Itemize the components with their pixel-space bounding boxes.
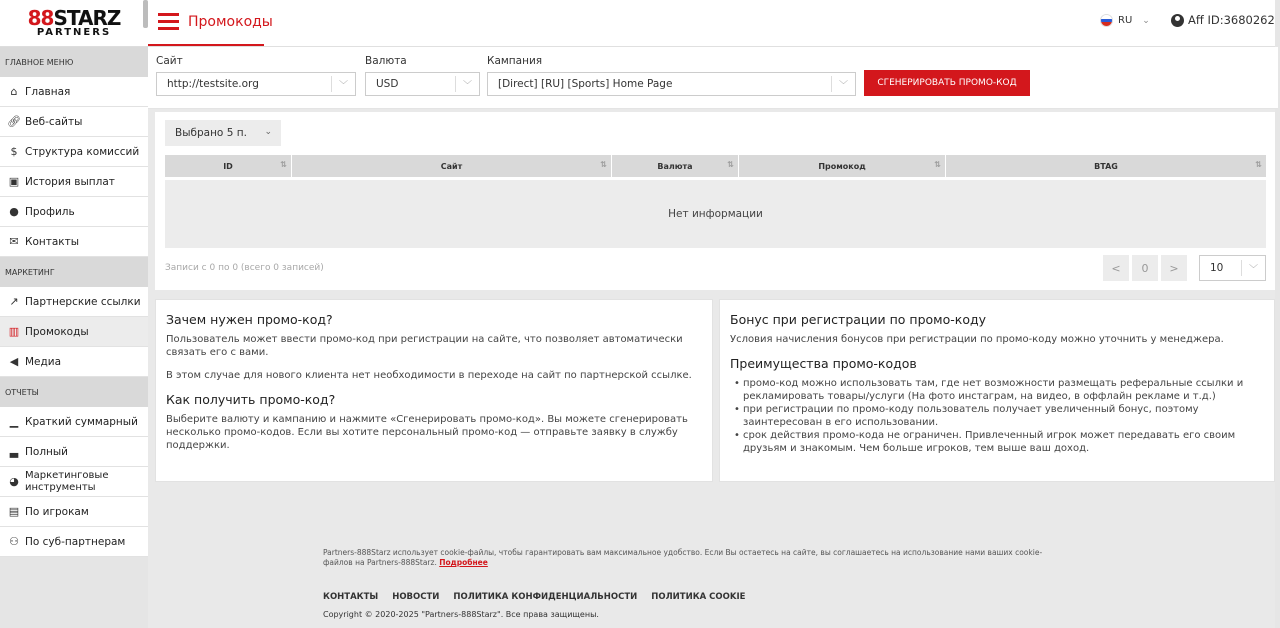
barcode-icon: ▥ [8,325,20,338]
site-label: Сайт [156,55,183,67]
footer [148,531,1275,628]
sidebar-item-marketing-tools[interactable] [0,467,148,497]
palette-icon: ◕ [9,474,19,488]
card-heading: Как получить промо-код? [166,392,336,407]
sidebar-item-commission[interactable] [0,137,148,167]
list-item: • срок действия промо-кода не ограничен. Привлеченный игрок может передавать его своим друзьям и знакомым. Чем больше игроков, тем выше ваш доход. [734,429,1264,455]
cookie-text: Partners-888Starz использует cookie-файлы, чтобы гарантировать вам максимальное удобство. Если Вы остаетесь на сайте, вы соглашаетесь на использование нами ваших cookie-файлов на Partners-888Starz. [323,548,1043,567]
chevron-down-icon: ⌄ [264,127,272,137]
site-value: http://testsite.org [167,78,259,90]
chevron-down-icon: ⌄ [1142,15,1150,26]
current-page[interactable]: 0 [1132,255,1158,281]
sidebar-item-contacts[interactable] [0,227,148,257]
user-circle-icon [1171,14,1184,27]
language-selector[interactable] [1100,14,1150,27]
chevron-down-icon: ﹀ [455,76,479,92]
card-text: Выберите валюту и кампанию и нажмите «Сгенерировать промо-код». Вы можете сгенерировать несколько промо-кодов. Если вы хотите персональный промо-код — отправьте заявку в службу поддержки. [166,414,688,451]
filters-bar [148,47,1278,109]
column-header-label: Валюта [657,161,693,171]
card-heading: Зачем нужен промо-код? [166,312,333,327]
brand-logo[interactable] [0,0,148,47]
sidebar-item-label: Структура комиссий [25,145,140,158]
sidebar-item-by-players[interactable] [0,497,148,527]
sidebar-item-label: Краткий суммарный [25,415,138,428]
envelope-icon: ✉ [9,235,19,248]
id-card-icon: ▤ [8,505,20,518]
russia-flag-icon [1100,14,1113,27]
card-text: Условия начисления бонусов при регистрации по промо-коду можно уточнить у менеджера. [730,334,1224,345]
info-card-why [155,299,713,482]
title-underline [148,44,264,46]
cookie-more-link[interactable]: Подробнее [439,558,488,567]
footer-link-cookie-policy[interactable]: ПОЛИТИКА COOKIE [651,592,746,602]
sidebar-item-sub-partners[interactable] [0,527,148,557]
sidebar-item-label: По игрокам [25,505,89,518]
sidebar-item-profile[interactable] [0,197,148,227]
list-item: • промо-код можно использовать там, где нет возможности размещать реферальные ссылки и рекламировать товары/услуги (На фото инстаграм, на видео, в оффлайн рекламе и т.д.) [734,377,1264,403]
card-heading: Бонус при регистрации по промо-коду [730,312,987,327]
cookie-notice [323,548,1063,568]
affiliate-id[interactable] [1171,13,1275,27]
sidebar-item-label: Главная [25,85,71,98]
external-link-icon: ↗ [9,295,19,308]
affiliate-id-text: Aff ID:3680262 [1188,13,1275,27]
promocodes-table-panel [155,112,1275,290]
per-page-value: 10 [1210,262,1224,274]
users-icon: ⚇ [9,535,19,548]
sidebar-item-label: Профиль [25,205,75,218]
chevron-down-icon: ﹀ [1241,260,1265,276]
sidebar-item-label: История выплат [25,175,115,188]
sidebar-item-label: Партнерские ссылки [25,295,141,308]
columns-select-label: Выбрано 5 п. [175,127,247,139]
language-code: RU [1118,15,1133,26]
column-header-currency[interactable] [612,155,739,177]
column-header-id[interactable] [165,155,292,177]
table-header [165,155,1266,177]
menu-icon[interactable] [158,13,179,31]
sort-icon: ⇅ [727,160,734,169]
generate-promocode-button[interactable]: СГЕНЕРИРОВАТЬ ПРОМО-КОД [864,70,1030,96]
sidebar-item-label: Контакты [25,235,80,248]
column-header-site[interactable] [292,155,612,177]
column-header-label: Промокод [818,161,866,171]
sidebar-item-full[interactable] [0,437,148,467]
sidebar-item-label: Маркетинговые инструменты [25,469,109,493]
logo-starz: STARZ [53,5,121,30]
copyright: Copyright © 2020-2025 "Partners-888Starz". Все права защищены. [323,610,599,619]
sidebar-item-label: Полный [25,445,69,458]
sidebar-item-label: Промокоды [25,325,89,338]
currency-label: Валюта [365,55,407,67]
column-header-label: ID [223,161,233,171]
chart-icon: ▁ [9,415,19,428]
section-main-menu: ГЛАВНОЕ МЕНЮ [0,47,148,77]
footer-link-news[interactable]: НОВОСТИ [392,592,440,602]
sidebar-item-home[interactable] [0,77,148,107]
user-icon: ● [9,205,19,218]
pagination [1103,255,1190,281]
list-item: • при регистрации по промо-коду пользователь получает увеличенный бонус, поэтому заинтересован в его использовании. [734,403,1264,429]
currency-select[interactable] [365,72,480,96]
advantages-list [730,377,1264,455]
top-header [148,0,1280,47]
bar-chart-icon: ▃ [9,445,19,458]
sidebar-item-media[interactable] [0,347,148,377]
link-icon: 🔗︎ [7,115,21,128]
records-info: Записи с 0 по 0 (всего 0 записей) [165,263,324,273]
empty-table-message: Нет информации [165,180,1266,248]
column-header-label: BTAG [1094,161,1118,171]
chevron-down-icon: ﹀ [831,76,855,92]
currency-value: USD [376,78,399,90]
sidebar-item-summary[interactable] [0,407,148,437]
card-text: Пользователь может ввести промо-код при регистрации на сайте, что позволяет автоматически связать его с вами. [166,334,683,358]
info-card-bonus [719,299,1275,482]
sort-icon: ⇅ [934,160,941,169]
section-reports: ОТЧЕТЫ [0,377,148,407]
sidebar-item-partner-links[interactable] [0,287,148,317]
card-heading: Преимущества промо-кодов [730,356,917,371]
page-title: Промокоды [188,14,273,30]
sidebar-item-label: Веб-сайты [25,115,83,128]
dollar-icon: $ [10,145,18,158]
home-icon: ⌂ [10,85,18,98]
sidebar-item-label: Медиа [25,355,62,368]
sidebar-item-label: По суб-партнерам [25,535,126,548]
next-page-button[interactable]: > [1161,255,1187,281]
sort-icon: ⇅ [280,160,287,169]
sort-icon: ⇅ [600,160,607,169]
column-header-label: Сайт [440,161,463,171]
sidebar-item-payments[interactable] [0,167,148,197]
campaign-label: Кампания [487,55,543,67]
columns-select[interactable] [165,120,281,146]
section-marketing: МАРКЕТИНГ [0,257,148,287]
site-select[interactable] [156,72,356,96]
logo-partners: PARTNERS [36,26,112,38]
footer-link-privacy[interactable]: ПОЛИТИКА КОНФИДЕНЦИАЛЬНОСТИ [453,592,638,602]
chevron-down-icon: ﹀ [331,76,355,92]
prev-page-button[interactable]: < [1103,255,1129,281]
sidebar-item-promocodes[interactable] [0,317,148,347]
sidebar-item-websites[interactable] [0,107,148,137]
campaign-select[interactable] [487,72,856,96]
campaign-value: [Direct] [RU] [Sports] Home Page [498,78,673,90]
card-text: В этом случае для нового клиента нет необходимости в переходе на сайт по партнерской ссылке. [166,370,692,381]
sort-icon: ⇅ [1255,160,1262,169]
bullhorn-icon: ◀ [9,355,19,368]
footer-links [323,592,759,602]
per-page-select[interactable] [1199,255,1266,281]
column-header-btag[interactable] [946,155,1266,177]
logo-88: 88 [27,5,54,30]
money-icon: ▣ [8,175,20,188]
column-header-promocode[interactable] [739,155,946,177]
footer-link-contacts[interactable]: КОНТАКТЫ [323,592,379,602]
sidebar [0,0,148,628]
